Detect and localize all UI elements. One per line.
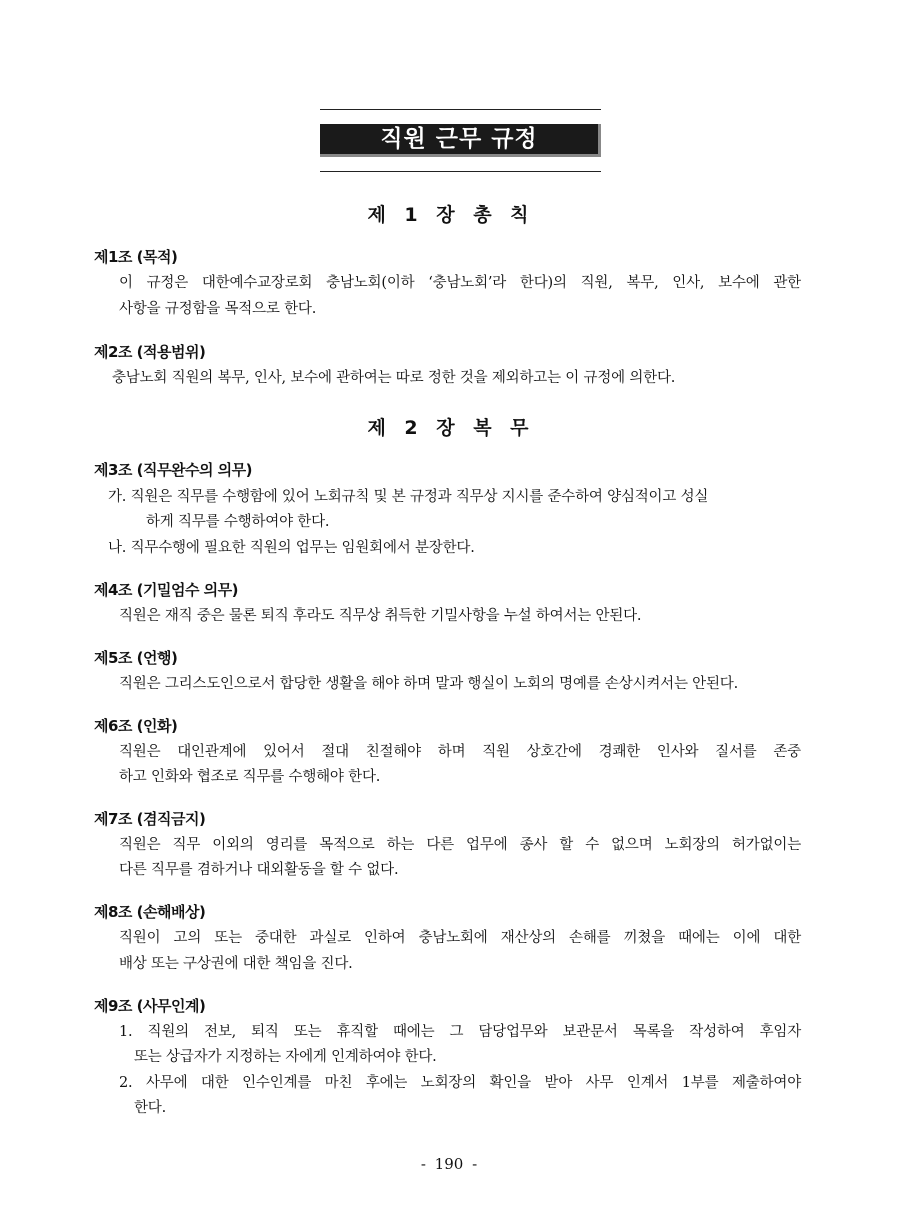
page-number: - 190 - (420, 1155, 478, 1173)
title-top-rule (320, 109, 601, 110)
article-4-line-1: 직원은 재직 중은 물론 퇴직 후라도 직무상 취득한 기밀사항을 누설 하여서는 안된다. (119, 608, 642, 624)
chapter-1-heading: 제 1 장 총 칙 (367, 204, 531, 226)
article-7-line-2: 다른 직무를 겸하거나 대외활동을 할 수 없다. (119, 862, 399, 878)
article-3-line-3: 나. 직무수행에 필요한 직원의 업무는 임원회에서 분장한다. (108, 540, 475, 556)
article-1-heading: 제1조 (목적) (94, 248, 178, 266)
article-8-line-1: 직원이 고의 또는 중대한 과실로 인하여 충남노회에 재산상의 손해를 끼쳤을 때에는 이에 대한 (119, 930, 801, 946)
article-6-line-2: 하고 인화와 협조로 직무를 수행해야 한다. (119, 769, 381, 785)
article-8-line-2: 배상 또는 구상권에 대한 책임을 진다. (119, 956, 353, 972)
article-4-heading: 제4조 (기밀엄수 의무) (94, 581, 239, 599)
article-2-line-1: 충남노회 직원의 복무, 인사, 보수에 관하여는 따로 정한 것을 제외하고는 이 규정에 의한다. (112, 370, 676, 386)
title-banner (320, 124, 601, 157)
article-7-heading: 제7조 (겸직금지) (94, 810, 206, 828)
article-3-line-1: 가. 직원은 직무를 수행함에 있어 노회규칙 및 본 규정과 직무상 지시를 준수하여 양심적이고 성실 (108, 489, 709, 505)
article-9-item-2-line-1: 2. 사무에 대한 인수인계를 마친 후에는 노회장의 확인을 받아 사무 인계서 1부를 제출하여야 (119, 1075, 801, 1091)
article-9-heading: 제9조 (사무인계) (94, 997, 206, 1015)
article-9-item-1-line-2: 또는 상급자가 지정하는 자에게 인계하여야 한다. (134, 1049, 437, 1065)
article-5-line-1: 직원은 그리스도인으로서 합당한 생활을 해야 하며 말과 행실이 노회의 명예를 손상시켜서는 안된다. (119, 676, 738, 692)
article-1-line-1: 이 규정은 대한예수교장로회 충남노회(이하 ‘충남노회’라 한다)의 직원, 복무, 인사, 보수에 관한 (119, 275, 801, 291)
article-7-line-1: 직원은 직무 이외의 영리를 목적으로 하는 다른 업무에 종사 할 수 없으며 노회장의 허가없이는 (119, 837, 801, 853)
article-6-line-1: 직원은 대인관계에 있어서 절대 친절해야 하며 직원 상호간에 경쾌한 인사와 질서를 존중 (119, 744, 801, 760)
article-9-item-1-line-1: 1. 직원의 전보, 퇴직 또는 휴직할 때에는 그 담당업무와 보관문서 목록을 작성하여 후임자 (119, 1024, 801, 1040)
article-6-heading: 제6조 (인화) (94, 717, 178, 735)
article-5-heading: 제5조 (언행) (94, 649, 178, 667)
article-1-line-2: 사항을 규정함을 목적으로 한다. (119, 301, 317, 317)
article-3-line-2: 하게 직무를 수행하여야 한다. (146, 514, 330, 530)
title-bottom-rule (320, 171, 601, 172)
article-9-item-2-line-2: 한다. (134, 1100, 167, 1116)
chapter-2-heading: 제 2 장 복 무 (367, 417, 531, 439)
article-8-heading: 제8조 (손해배상) (94, 903, 206, 921)
document-title: 직원 근무 규정 (380, 126, 538, 152)
article-3-heading: 제3조 (직무완수의 의무) (94, 461, 253, 479)
article-2-heading: 제2조 (적용범위) (94, 343, 206, 361)
